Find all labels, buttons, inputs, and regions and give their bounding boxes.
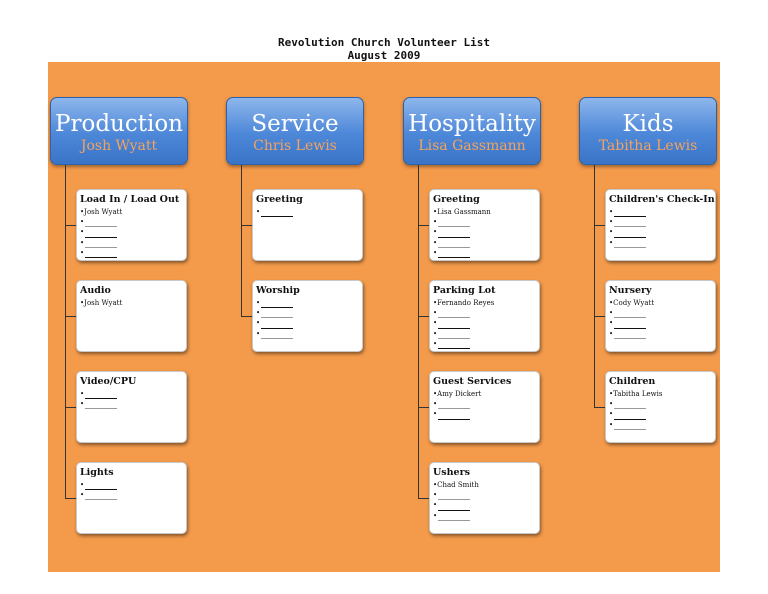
bullet: •: [433, 238, 438, 247]
volunteer-slot: [256, 207, 362, 217]
dept-lead: Chris Lewis: [253, 138, 337, 154]
connector-line: [241, 165, 242, 316]
blank-line: [261, 208, 293, 217]
team-card: [429, 189, 540, 261]
volunteer-slot: [609, 329, 715, 339]
volunteer-slot: [433, 511, 539, 521]
bullet: •: [433, 329, 438, 338]
blank-line: [85, 218, 117, 227]
bullet: •: [609, 400, 614, 409]
bullet: •: [609, 228, 614, 237]
bullet: •: [80, 238, 85, 247]
volunteer-slot: [609, 238, 715, 248]
dept-name: Kids: [622, 111, 674, 137]
bullet: •: [80, 491, 85, 500]
blank-line: [85, 491, 117, 500]
bullet: •: [609, 420, 614, 429]
bullet: •: [80, 400, 85, 409]
blank-line: [614, 411, 646, 420]
bullet: •: [433, 339, 438, 348]
volunteer-slot: [433, 248, 539, 258]
team-card: [429, 462, 540, 534]
dept-header-hospitality: [403, 97, 541, 165]
blank-line: [438, 239, 470, 248]
volunteer-slot: [80, 399, 186, 409]
connector-line: [594, 165, 595, 407]
team-card: [605, 371, 716, 443]
team-title: Load In / Load Out: [80, 194, 180, 205]
bullet: •: [433, 299, 438, 307]
team-card: [429, 371, 540, 443]
volunteer-slot: [80, 298, 186, 308]
blank-line: [261, 299, 293, 308]
connector-branch: [594, 316, 605, 317]
volunteer-slot: [80, 217, 186, 227]
volunteer-slot: [433, 217, 539, 227]
bullet: •: [256, 299, 261, 307]
bullet: •: [433, 410, 438, 419]
connector-branch: [418, 498, 429, 499]
team-title: Parking Lot: [433, 285, 496, 296]
dept-lead: Tabitha Lewis: [598, 138, 698, 154]
blank-line: [614, 320, 646, 329]
volunteer-slot: [609, 399, 715, 409]
blank-line: [614, 208, 646, 217]
blank-line: [85, 400, 117, 409]
team-title: Video/CPU: [80, 376, 137, 387]
volunteer-name: Cody Wyatt: [613, 299, 655, 307]
blank-line: [261, 309, 293, 318]
volunteer-slot: [256, 318, 362, 328]
bullet: •: [609, 238, 614, 247]
bullet: •: [256, 208, 261, 216]
blank-line: [261, 320, 293, 329]
volunteer-name: Tabitha Lewis: [613, 390, 663, 398]
dept-name: Service: [251, 111, 339, 137]
connector-branch: [594, 407, 605, 408]
blank-line: [85, 390, 117, 399]
bullet: •: [80, 299, 85, 307]
blank-line: [438, 411, 470, 420]
connector-branch: [418, 316, 429, 317]
blank-line: [614, 400, 646, 409]
bullet: •: [80, 218, 85, 227]
team-title: Guest Services: [433, 376, 512, 387]
bullet: •: [80, 248, 85, 257]
blank-line: [438, 249, 470, 258]
team-card: [252, 280, 363, 352]
team-card: [605, 189, 716, 261]
bullet: •: [609, 299, 614, 307]
dept-name: Production: [55, 111, 183, 137]
dept-name: Hospitality: [408, 111, 536, 137]
volunteer-slot: [433, 227, 539, 237]
bullet: •: [433, 208, 438, 216]
bullet: •: [433, 481, 438, 489]
volunteer-slot: [256, 298, 362, 308]
bullet: •: [433, 491, 438, 500]
blank-line: [438, 330, 470, 339]
blank-line: [85, 249, 117, 258]
team-card: [429, 280, 540, 352]
volunteer-slot: [609, 207, 715, 217]
dept-lead: Lisa Gassmann: [418, 138, 526, 154]
volunteer-name: Josh Wyatt: [84, 208, 123, 216]
blank-line: [438, 400, 470, 409]
team-title: Greeting: [256, 194, 303, 205]
bullet: •: [433, 228, 438, 237]
volunteer-slot: [433, 399, 539, 409]
team-title: Ushers: [433, 467, 470, 478]
bullet: •: [433, 511, 438, 520]
volunteer-slot: [609, 318, 715, 328]
blank-line: [614, 309, 646, 318]
volunteer-slot: [609, 298, 715, 308]
bullet: •: [80, 390, 85, 398]
volunteer-slot: [80, 248, 186, 258]
volunteer-name: Amy Dickert: [437, 390, 482, 398]
volunteer-slot: [80, 490, 186, 500]
bullet: •: [80, 481, 85, 489]
bullet: •: [433, 400, 438, 409]
volunteer-slot: [609, 420, 715, 430]
connector-branch: [241, 316, 252, 317]
volunteer-slot: [433, 238, 539, 248]
blank-line: [261, 330, 293, 339]
team-title: Worship: [256, 285, 300, 296]
team-title: Children: [609, 376, 656, 387]
volunteer-slot: [433, 500, 539, 510]
blank-line: [614, 330, 646, 339]
connector-branch: [418, 407, 429, 408]
volunteer-slot: [80, 389, 186, 399]
blank-line: [438, 340, 470, 349]
blank-line: [438, 320, 470, 329]
volunteer-slot: [433, 329, 539, 339]
blank-line: [438, 502, 470, 511]
page-subtitle: August 2009: [347, 49, 421, 62]
volunteer-slot: [433, 298, 539, 308]
volunteer-slot: [609, 227, 715, 237]
connector-branch: [65, 407, 76, 408]
team-card: [252, 189, 363, 261]
volunteer-slot: [433, 339, 539, 349]
bullet: •: [80, 208, 85, 216]
volunteer-slot: [609, 389, 715, 399]
bullet: •: [609, 329, 614, 338]
dept-header-service: [226, 97, 364, 165]
volunteer-slot: [80, 238, 186, 248]
connector-line: [418, 165, 419, 498]
connector-branch: [418, 225, 429, 226]
connector-branch: [65, 498, 76, 499]
dept-lead: Josh Wyatt: [80, 138, 158, 154]
volunteer-slot: [256, 329, 362, 339]
volunteer-slot: [433, 318, 539, 328]
team-card: [76, 371, 187, 443]
bullet: •: [609, 390, 614, 398]
connector-branch: [65, 316, 76, 317]
blank-line: [614, 229, 646, 238]
volunteer-name: Chad Smith: [437, 481, 479, 489]
bullet: •: [433, 319, 438, 328]
volunteer-slot: [609, 409, 715, 419]
team-card: [76, 462, 187, 534]
bullet: •: [80, 228, 85, 237]
blank-line: [438, 491, 470, 500]
team-title: Audio: [80, 285, 111, 296]
volunteer-slot: [609, 217, 715, 227]
bullet: •: [256, 309, 261, 318]
volunteer-slot: [80, 480, 186, 490]
bullet: •: [433, 501, 438, 510]
connector-branch: [241, 225, 252, 226]
blank-line: [438, 512, 470, 521]
blank-line: [85, 239, 117, 248]
team-card: [605, 280, 716, 352]
blank-line: [614, 239, 646, 248]
connector-line: [65, 165, 66, 498]
team-title: Children's Check-In: [609, 194, 715, 205]
volunteer-slot: [433, 207, 539, 217]
volunteer-slot: [80, 227, 186, 237]
volunteer-name: Fernando Reyes: [437, 299, 495, 307]
bullet: •: [433, 218, 438, 227]
volunteer-slot: [433, 389, 539, 399]
bullet: •: [433, 309, 438, 318]
bullet: •: [256, 329, 261, 338]
bullet: •: [609, 218, 614, 227]
blank-line: [438, 229, 470, 238]
volunteer-name: Lisa Gassmann: [437, 208, 491, 216]
connector-branch: [594, 225, 605, 226]
blank-line: [614, 421, 646, 430]
bullet: •: [433, 248, 438, 257]
team-title: Lights: [80, 467, 114, 478]
bullet: •: [609, 319, 614, 328]
blank-line: [438, 309, 470, 318]
team-title: Greeting: [433, 194, 480, 205]
team-card: [76, 280, 187, 352]
team-card: [76, 189, 187, 261]
blank-line: [614, 218, 646, 227]
bullet: •: [256, 319, 261, 328]
volunteer-name: Josh Wyatt: [84, 299, 123, 307]
volunteer-slot: [80, 207, 186, 217]
volunteer-slot: [433, 409, 539, 419]
bullet: •: [609, 309, 614, 318]
page-title: Revolution Church Volunteer List: [278, 36, 490, 49]
blank-line: [438, 218, 470, 227]
blank-line: [85, 481, 117, 490]
blank-line: [85, 229, 117, 238]
bullet: •: [609, 208, 614, 216]
volunteer-slot: [609, 308, 715, 318]
dept-header-production: [50, 97, 188, 165]
volunteer-slot: [433, 308, 539, 318]
volunteer-slot: [256, 308, 362, 318]
bullet: •: [609, 410, 614, 419]
team-title: Nursery: [609, 285, 652, 296]
volunteer-slot: [433, 480, 539, 490]
volunteer-slot: [433, 490, 539, 500]
connector-branch: [65, 225, 76, 226]
bullet: •: [433, 390, 438, 398]
dept-header-kids: [579, 97, 717, 165]
